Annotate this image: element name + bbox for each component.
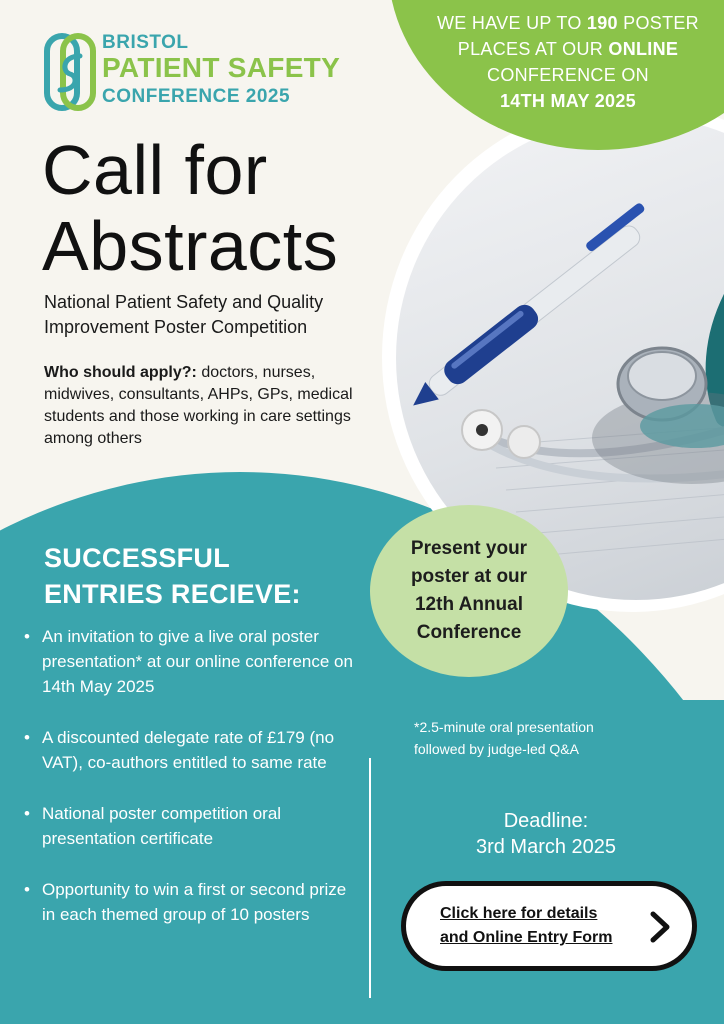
list-item-text: National poster competition oral presentation certificate — [42, 804, 282, 848]
banner-date: 14TH MAY 2025 — [500, 91, 636, 111]
bullet-icon: • — [24, 627, 30, 646]
logo-mark-icon — [44, 32, 98, 112]
details-entry-form-button[interactable] — [401, 881, 697, 971]
present-line-3: 12th Annual — [414, 594, 524, 615]
list-item — [24, 624, 364, 699]
note-line-2: followed by judge-led Q&A — [414, 741, 579, 757]
present-line-1: Present your — [410, 538, 528, 559]
present-poster-badge — [370, 505, 568, 677]
entries-heading — [44, 540, 301, 612]
deadline-date: 3rd March 2025 — [475, 836, 617, 858]
banner-line-2: PLACES AT OUR ONLINE — [457, 39, 679, 59]
logo-text-conference: CONFERENCE 2025 — [102, 86, 291, 107]
deadline — [444, 808, 648, 860]
logo-text-bristol: BRISTOL — [102, 32, 189, 53]
list-item — [24, 801, 364, 851]
list-item-text: An invitation to give a live oral poster presentation* at our online conference on 14th May 2025 — [42, 627, 353, 696]
cta-line-1[interactable]: Click here for details — [440, 905, 598, 922]
banner-line-1: WE HAVE UP TO 190 POSTER — [437, 13, 699, 33]
list-item-text: Opportunity to win a first or second prize in each themed group of 10 posters — [42, 880, 347, 924]
list-item — [24, 725, 364, 775]
chevron-right-icon[interactable] — [648, 910, 672, 944]
bullet-icon: • — [24, 880, 30, 899]
banner-line-3: CONFERENCE ON — [487, 65, 649, 85]
deadline-label: Deadline: — [503, 810, 589, 832]
presentation-note — [414, 716, 674, 760]
subtitle-line-1: National Patient Safety and Quality — [44, 292, 324, 312]
note-line-1: *2.5-minute oral presentation — [414, 719, 594, 735]
entries-list — [24, 624, 364, 953]
conference-logo — [44, 30, 344, 114]
vertical-divider — [369, 758, 371, 998]
poster-places-banner — [418, 10, 718, 114]
title-line-2: Abstracts — [42, 207, 339, 285]
bullet-icon: • — [24, 804, 30, 823]
subtitle-line-2: Improvement Poster Competition — [44, 317, 308, 337]
cta-label[interactable] — [440, 902, 612, 950]
cta-line-2[interactable]: and Online Entry Form — [440, 929, 613, 946]
list-item-text: A discounted delegate rate of £179 (no VAT), co-authors entitled to same rate — [42, 728, 335, 772]
list-item — [24, 877, 364, 927]
logo-text-patient-safety: PATIENT SAFETY — [102, 52, 341, 83]
page-title — [42, 132, 338, 284]
present-line-4: Conference — [416, 622, 522, 643]
who-text: doctors, nurses, midwives, consultants, AHPs, GPs, medical students and those working in care settings among others — [44, 364, 353, 447]
who-label: Who should apply?: — [44, 364, 197, 381]
subtitle — [44, 290, 384, 340]
entries-heading-line-1: SUCCESSFUL — [44, 543, 231, 573]
entries-heading-line-2: ENTRIES RECIEVE: — [44, 579, 301, 609]
who-should-apply — [44, 362, 354, 450]
present-line-2: poster at our — [410, 566, 528, 587]
title-line-1: Call for — [42, 131, 268, 209]
bullet-icon: • — [24, 728, 30, 747]
